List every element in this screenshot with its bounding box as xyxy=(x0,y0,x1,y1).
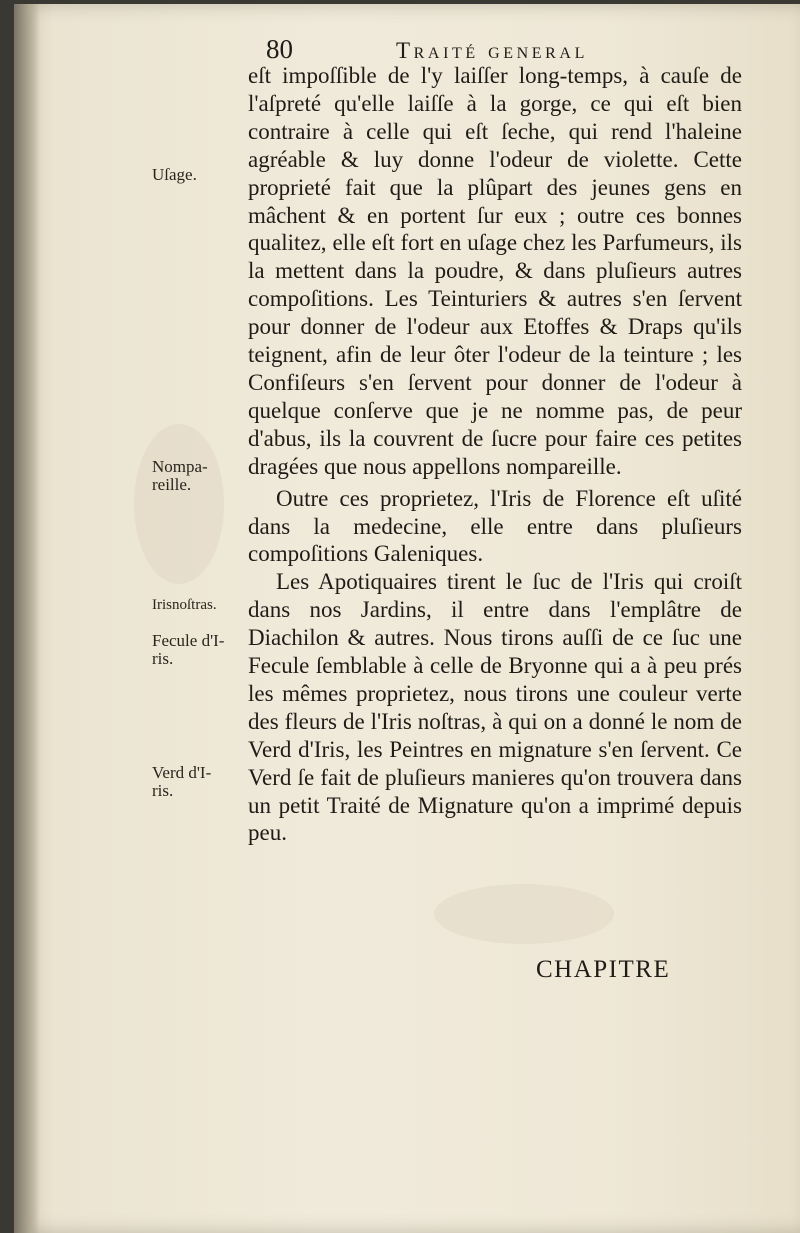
margin-note-fecule: Fecule d'I- ris. xyxy=(152,631,225,668)
body-text xyxy=(248,62,742,847)
paper-stain xyxy=(134,424,224,584)
running-head: Traité general xyxy=(396,38,588,63)
paragraph: Les Apotiquaires tirent le ſuc de l'Iris qui croiſt dans nos Jardins, il entre dans l'emplâtre de Diachilon & autres. Nous tirons auſſi de ce ſuc une Fecule ſemblable à celle de Bryonne qui a à peu prés les mêmes proprietez, nous tirons une couleur verte des fleurs de l'Iris noſtras, à qui on a donné le nom de Verd d'Iris, les Peintres en mignature s'en ſervent. Ce Verd ſe fait de pluſieurs manieres qu'on trouvera dans un petit Traité de Mignature qu'on a imprimé depuis peu. xyxy=(248,569,742,846)
binding-gutter xyxy=(14,4,40,1233)
paragraph: eſt impoſſible de l'y laiſſer long-temps, à cauſe de l'aſpreté qu'elle laiſſe à la gorge, ce qui eſt bien contraire à celle qui eſt ſeche, qui rend l'haleine agréable & luy donne l'odeur de violette. Cette proprieté fait que la plûpart des jeunes gens en mâchent & en portent ſur eux ; outre ces bonnes qualitez, elle eſt fort en uſage chez les Parfumeurs, ils la mettent dans la poudre, & dans pluſieurs autres compoſitions. Les Teinturiers & autres s'en ſervent pour donner de l'odeur aux Etoffes & Draps qu'ils teignent, afin de leur ôter l'odeur de la teinture ; les Confiſeurs s'en ſervent pour donner de l'odeur à quelque conſerve que je ne nomme pas, de peur d'abus, ils la couvrent de ſucre pour faire ces petites dragées que nous appellons nompareille. xyxy=(248,63,742,479)
paragraph: Outre ces proprietez, l'Iris de Florence eſt uſité dans la medecine, elle entre dans pluſieurs compoſitions Galeniques. xyxy=(248,485,742,567)
margin-note-iris-nostras: Irisnoſtras. xyxy=(152,597,217,613)
margin-note-usage: Uſage. xyxy=(152,165,197,184)
paper-stain xyxy=(434,884,614,944)
catchword: CHAPITRE xyxy=(536,956,671,983)
page-number: 80 xyxy=(266,34,293,64)
margin-note-verd: Verd d'I- ris. xyxy=(152,763,212,800)
margin-note-nompareille: Nompa- reille. xyxy=(152,457,208,494)
